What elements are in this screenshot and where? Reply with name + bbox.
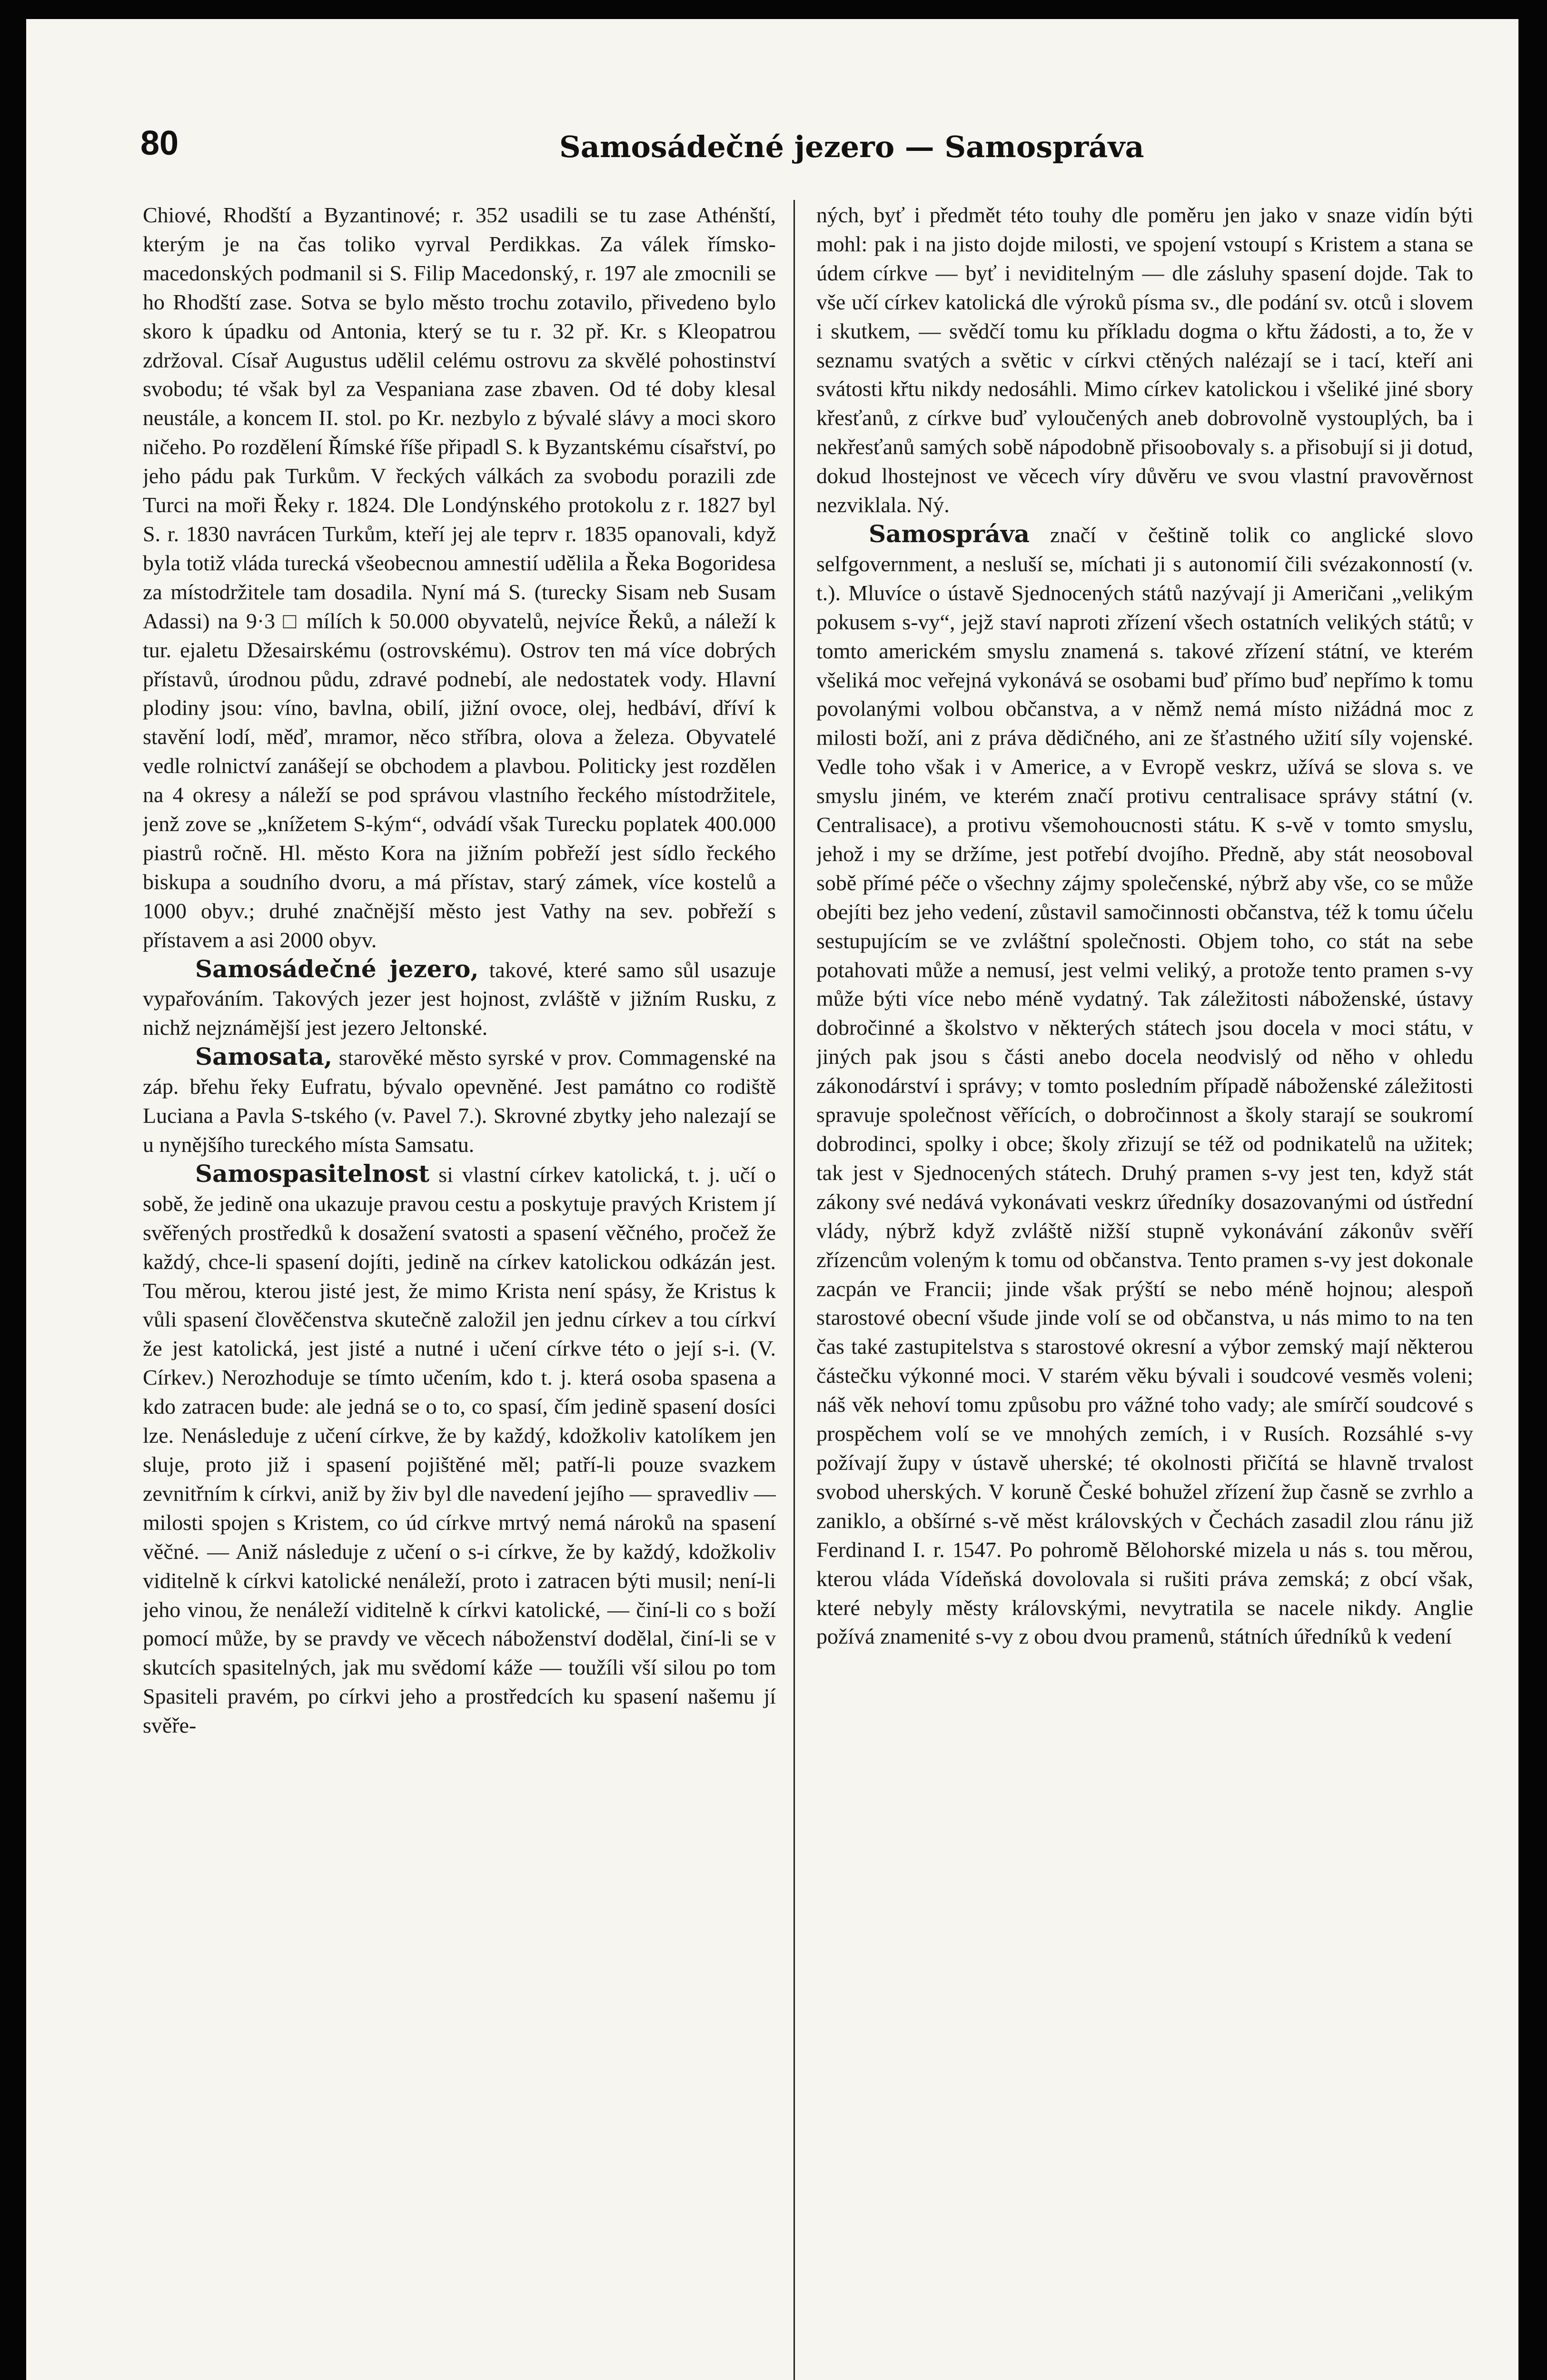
- entry-headword: Samospasitelnost: [195, 1159, 430, 1188]
- entry-text: si vlastní církev katolická, t. j. učí o sobě, že jedině ona ukazuje pravou cestu a poskytuje pravých Kristem jí svěřených prostředků k dosažení svatosti a spasení věčného, pročež že každý, chce-li spasení dojíti, jedině na církev katolickou odkázán jest. Tou měrou, kterou jisté jest, že mimo Krista není spásy, že Kristus k vůli spasení člověčenstva skutečně založil jen jednu církev a tou církví že jest katolická, jest jisté a nutné i učení církve této o její s-i. (V. Církev.) Nerozhoduje se tímto učením, kdo t. j. která osoba spasena a kdo zatracen bude: ale jedná se o to, co spasí, čím jedině spasení dosíci lze. Nenásleduje z učení církve, že by každý, kdožkoliv katolíkem jen sluje, proto již i spasení pojištěné měl; patří-li pouze svazkem zevnitřním k církvi, aniž by živ byl dle navedení jejího — spravedliv — milosti spojen s Kristem, co úd církve mrtvý nemá nároků na spasení věčné. — Aniž následuje z učení o s-i církve, že by každý, kdožkoliv viditelně k církvi katolické nenáleží, proto i zatracen býti musil; není-li jeho vinou, že nenáleží viditelně k církvi katolické, — činí-li co s boží pomocí může, by se pravdy ve věcech náboženství dodělal, činí-li se v skutcích spasitelných, jak mu svědomí káže — toužíli vší silou po tom Spasiteli pravém, po církvi jeho a prostředcích ku spasení našemu jí svěře-: [143, 1162, 776, 1738]
- entry-continuation: Chiové, Rhodští a Byzantinové; r. 352 usadili se tu zase Athénští, kterým je na čas toliko vyrval Perdikkas. Za válek římsko-macedonských podmanil si S. Filip Macedonský, r. 197 ale zmocnili se ho Rhodští zase. Sotva se bylo město trochu zotavilo, přivedeno bylo skoro k úpadku od Antonia, který se tu r. 32 př. Kr. s Kleopatrou zdržoval. Císař Augustus udělil celému ostrovu za skvělé pohostinství svobodu; té však byl za Vespaniana zase zbaven. Od té doby klesal neustále, a koncem II. stol. po Kr. nezbylo z bývalé slávy a moci skoro ničeho. Po rozdělení Římské říše připadl S. k Byzantskému císařství, po jeho pádu pak Turkům. V řeckých válkách za svobodu porazili zde Turci na moři Řeky r. 1824. Dle Londýnského protokolu z r. 1827 byl S. r. 1830 navrácen Turkům, kteří jej ale teprv r. 1835 opanovali, když byla totiž vláda turecká všeobecnou amnestií udělila a Řeka Bogoridesa za místodržitele tam dosadila. Nyní má S. (turecky Sisam neb Susam Adassi) na 9·3 □ mílích k 50.000 obyvatelů, nejvíce Řeků, a náleží k tur. ejaletu Džesairskému (ostrovskému). Ostrov ten má více dobrých přístavů, úrodnou půdu, zdravé podnebí, ale nedostatek vody. Hlavní plodiny jsou: víno, bavlna, obilí, jižní ovoce, olej, hedbáví, dříví k stavění lodí, měď, mramor, něco stříbra, olova a železa. Obyvatelé vedle rolnictví zanášejí se obchodem a plavbou. Politicky jest rozdělen na 4 okresy a náleží se pod správou vlastního řeckého místodržitele, jenž zove se „knížetem S-kým“, odvádí však Turecku poplatek 400.000 piastrů ročně. Hl. město Kora na jižním pobřeží jest sídlo řeckého biskupa a soudního dvoru, a má přístav, starý zámek, více kostelů a 1000 obyv.; druhé značnější město jest Vathy na sev. pobřeží s přístavem a asi 2000 obyv.: [143, 203, 776, 952]
- entry-text: starověké město syrské v prov. Commagenské na záp. břehu řeky Eufratu, bývalo opevněné. Jest památno co rodiště Luciana a Pavla S-tského (v. Pavel 7.). Skrovné zbytky jeho nalezají se u nynějšího tureckého místa Samsatu.: [143, 1045, 776, 1157]
- left-column: [143, 200, 776, 2380]
- entry-headword: Samosádečné jezero,: [195, 954, 479, 983]
- page: [26, 19, 1518, 2380]
- entry-samosprava: [816, 520, 1473, 1651]
- entry-samosata: [143, 1042, 776, 1160]
- running-title: Samosádečné jezero — Samospráva: [559, 129, 1144, 164]
- entry-text: takové, které samo sůl usazuje vypařováním. Takových jezer jest hojnost, zvláště v jižním Rusku, z nichž nejznámější jest jezero Jeltonské.: [143, 957, 776, 1040]
- entry-text: značí v češtině tolik co anglické slovo selfgovernment, a nesluší se, míchati ji s autonomií čili svézakonností (v. t.). Mluvíce o ústavě Sjednocených států nazývají ji Američani „velikým pokusem s-vy“, jejž staví naproti zřízení všech ostatních velikých států; v tomto americkém smyslu znamená s. takové zřízení státní, ve kterém všeliká moc veřejná vykonává se osobami buď přímo buď nepřímo k tomu povolanými volbou občanstva, a v němž nemá místo nižádná moc z milosti boží, ani z práva dědičného, ani ze šťastného užití síly vojenské. Vedle toho však i v Americe, a v Evropě veskrz, užívá se slova s. ve smyslu jiném, ve kterém značí protivu centralisace správy státní (v. Centralisace), a protivu všemohoucnosti státu. K s-vě v tomto smyslu, jehož i my se držíme, jest potřebí dvojího. Předně, aby stát neosoboval sobě přímé péče o všechny zájmy společenské, nýbrž aby vše, co se může obejíti bez jeho vedení, zůstavil samočinnosti občanstva, též k tomu účelu sestupujícím se ve zvláštní společnosti. Objem toho, co stát na sebe potahovati může a nemusí, jest velmi veliký, a protože tento pramen s-vy může býti více nebo méně vydatný. Tak záležitosti náboženské, ústavy dobročinné a školstvo v některých státech jsou docela v moci státu, v jiných pak jsou s části anebo docela neodvislý od něho v ohledu zákonodárství i správy; v tomto posledním případě náboženské záležitosti spravuje společnost věřících, o dobročinnost a školy starají se soukromí dobrodinci, spolky i obce; školy zřizují se též od podnikatelů na užitek; tak jest v Sjednocených státech. Druhý pramen s-vy jest ten, když stát zákony své nedává vykonávati veskrz úředníky dosazovanými od ústřední vlády, nýbrž když zvláště nižší stupně vykonávání zákonův svěří zřízencům voleným k tomu od občanstva. Tento pramen s-vy jest dokonale zacpán ve Francii; jinde však prýští se nebo méně hojnou; alespoň starostové obecní všude jinde volí se od občanstva, u nás mimo to na ten čas také zastupitelstva s starostové okresní a výbor zemský mají některou částečku výkonné moci. V starém věku bývali i soudcové vesměs voleni; náš věk nehoví tomu způsobu pro vážné toho vady; ale smírčí soudcové s prospěchem volí se ve mnohých zemích, i v Rusích. Rozsáhlé s-vy požívají župy v ústavě uherské; té okolnosti přičítá se hlavně trvalost svobod uherských. V koruně České bohužel zřízení žup časně se zvrhlo a zaniklo, a obšírné s-vě měst královských v Čechách zasadil zlou ránu již Ferdinand I. r. 1547. Po pohromě Bělohorské mizela u nás s. tou měrou, kterou vláda Vídeňská dovolovala si rušiti práva zemská; z obcí však, které nebyly městy královskými, nevytratila se nacele nikdy. Anglie požívá znamenité s-vy z obou dvou pramenů, státních úředníků k vedení: [816, 522, 1473, 1649]
- entry-samospasitelnost: [143, 1160, 776, 1740]
- page-number: 80: [140, 124, 179, 162]
- entry-headword: Samospráva: [869, 519, 1030, 548]
- entry-continuation: ných, byť i předmět této touhy dle poměru jen jako v snaze vidín býti mohl: pak i na jisto dojde milosti, ve spojení vstoupí s Kristem a stana se údem církve — byť i neviditelným — dle zásluhy spasení dojde. Tak to vše učí církev katolická dle výroků písma sv., dle podání sv. otců i slovem i skutkem, — svědčí tomu ku příkladu dogma o křtu žádosti, a to, že v seznamu svatých a světic v církvi ctěných nalézají se i tací, kteří ani svátosti křtu nikdy nedosáhli. Mimo církev katolickou i všeliké jiné sbory křesťanů, z církve buď vyloučených aneb dobrovolně vystouplých, ba i nekřesťanů samých sobě nápodobně přisoobovaly s. a přisobují si ji dotud, dokud lhostejnost ve věcech víry důvěru ve svou vlastní pravověrnost nezviklala. Ný.: [816, 203, 1473, 517]
- right-column: [816, 200, 1473, 2380]
- column-divider: [793, 200, 795, 2380]
- entry-samosadecne-jezero: [143, 955, 776, 1043]
- page-header: [26, 124, 1518, 181]
- entry-headword: Samosata,: [195, 1042, 333, 1071]
